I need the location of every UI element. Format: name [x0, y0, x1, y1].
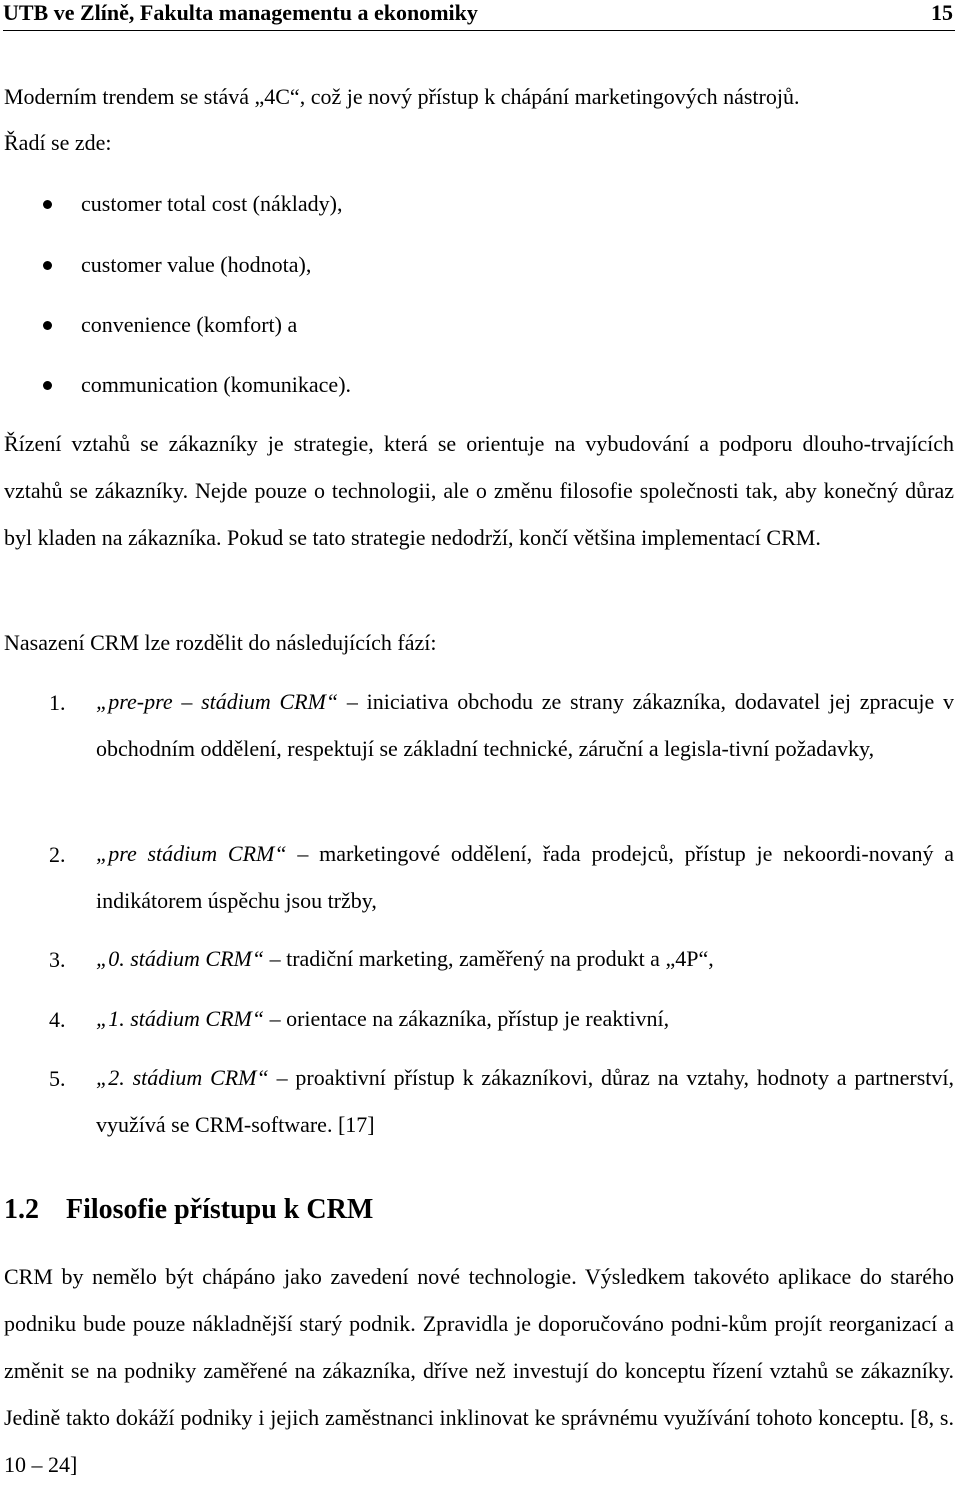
phase-term: „2. stádium CRM“: [96, 1065, 269, 1090]
phase-number: 3.: [49, 947, 66, 972]
bullet-item-1: customer total cost (náklady),: [81, 191, 343, 216]
phase-item-1: [96, 678, 954, 772]
phase-number: 1.: [49, 690, 66, 715]
section-number: 1.2: [4, 1194, 39, 1225]
bullet-item-2: customer value (hodnota),: [81, 252, 312, 277]
phases-intro: Nasazení CRM lze rozdělit do následujících fází:: [4, 630, 437, 655]
phase-item-4: [96, 995, 954, 1042]
phase-number: 5.: [49, 1066, 66, 1091]
phase-text: – orientace na zákazníka, přístup je reaktivní,: [264, 1006, 670, 1031]
bullet-icon: [43, 200, 52, 209]
phase-number: 2.: [49, 842, 66, 867]
phase-text: – iniciativa obchodu ze strany zákazníka, dodavatel jej zpracuje v obchodním oddělení, respektují se základní technické, záruční a legisla-tivní požadavky,: [96, 689, 954, 761]
bullet-item-4: communication (komunikace).: [81, 372, 352, 397]
phase-term: „pre-pre – stádium CRM“: [96, 689, 339, 714]
bullet-icon: [43, 381, 52, 390]
section-heading: [4, 1193, 373, 1227]
section-title: Filosofie přístupu k CRM: [66, 1194, 374, 1225]
phase-term: „0. stádium CRM“: [96, 946, 265, 971]
phase-item-5: [96, 1054, 954, 1148]
paragraph-philosophy: CRM by nemělo být chápáno jako zavedení nové technologie. Výsledkem takovéto aplikace do starého podniku bude pouze nákladnější starý podnik. Zpravidla je doporučováno podni-kům projít reorganizací a změnit se na podniky zaměřené na zákazníka, dříve než investují do konceptu řízení vztahů se zákazníky. Jedině takto dokáží podniky i jejich zaměstnanci inklinovat ke správnému využívání tohoto konceptu. [8, s. 10 – 24]: [4, 1264, 954, 1477]
header-title: UTB ve Zlíně, Fakulta managementu a ekonomiky: [3, 0, 478, 25]
phase-term: „pre stádium CRM“: [96, 841, 287, 866]
page-header: [3, 0, 955, 31]
phase-term: „1. stádium CRM“: [96, 1006, 265, 1031]
page-number: 15: [931, 0, 953, 25]
bullet-icon: [43, 321, 52, 330]
phase-text: – tradiční marketing, zaměřený na produkt a „4P“,: [264, 946, 714, 971]
phase-text: – marketingové oddělení, řada prodejců, přístup je nekoordi-novaný a indikátorem úspěchu jsou tržby,: [96, 841, 954, 913]
bullet-item-3: convenience (komfort) a: [81, 312, 298, 337]
paragraph-crm-strategy: Řízení vztahů se zákazníky je strategie, která se orientuje na vybudování a podporu dlouho-trvajících vztahů se zákazníky. Nejde pouze o technologii, ale o změnu filosofie společnosti tak, aby konečný důraz byl kladen na zákazníka. Pokud se tato strategie nedodrží, končí většina implementací CRM.: [4, 431, 954, 550]
bullet-icon: [43, 261, 52, 270]
phase-text: – proaktivní přístup k zákazníkovi, důraz na vztahy, hodnoty a partnerství, využívá se CRM-software. [17]: [96, 1065, 954, 1137]
intro-line-2: Řadí se zde:: [4, 130, 112, 155]
intro-line-1: Moderním trendem se stává „4C“, což je nový přístup k chápání marketingových nástrojů.: [4, 84, 800, 109]
phase-item-3: [96, 935, 954, 982]
phase-item-2: [96, 830, 954, 924]
phase-number: 4.: [49, 1007, 66, 1032]
